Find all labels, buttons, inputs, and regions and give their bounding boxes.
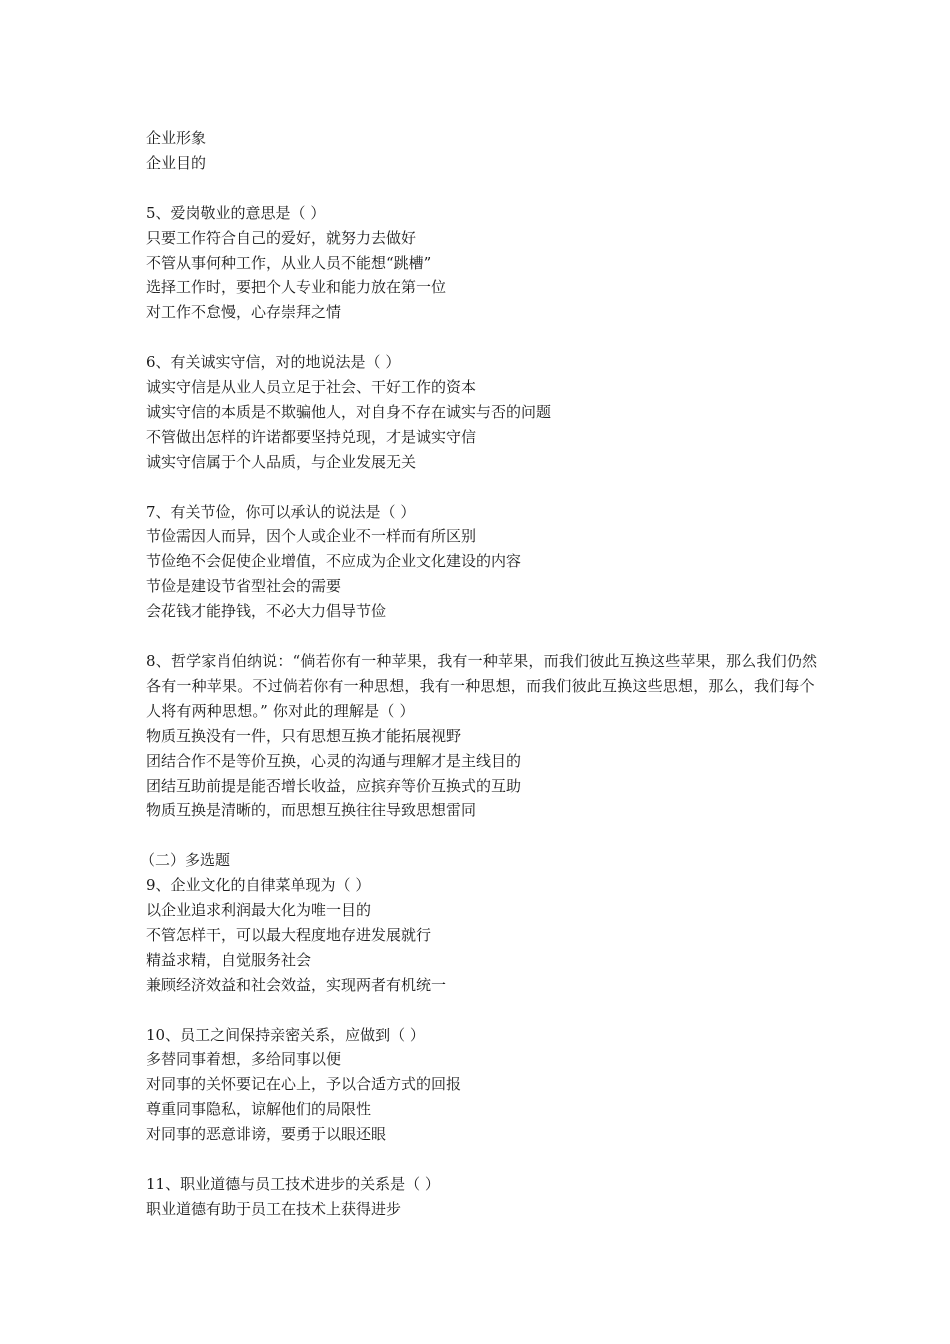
option-line: 尊重同事隐私，谅解他们的局限性 [146, 1100, 372, 1119]
option-line: 多替同事着想，多给同事以便 [146, 1050, 342, 1069]
spacer [146, 325, 826, 350]
spacer [146, 176, 826, 201]
spacer [146, 624, 826, 649]
question-5: 5、爱岗敬业的意思是（ ） [146, 203, 326, 222]
spacer [146, 475, 826, 500]
option-line: 不管做出怎样的许诺都要坚持兑现，才是诚实守信 [146, 427, 477, 446]
option-line: 企业目的 [146, 153, 207, 172]
question-6: 6、有关诚实守信，对的地说法是（ ） [146, 353, 401, 372]
option-line: 只要工作符合自己的爱好，就努力去做好 [146, 228, 417, 247]
option-line: 对同事的关怀要记在心上，予以合适方式的回报 [146, 1075, 462, 1094]
option-line: 不管从事何种工作，从业人员不能想“跳槽” [146, 253, 432, 272]
question-11: 11、职业道德与员工技术进步的关系是（ ） [146, 1174, 440, 1193]
option-line: 物质互换是清晰的，而思想互换往往导致思想雷同 [146, 801, 477, 820]
spacer [146, 998, 826, 1023]
option-line: 兼顾经济效益和社会效益，实现两者有机统一 [146, 975, 447, 994]
option-line: 诚实守信的本质是不欺骗他人，对自身不存在诚实与否的问题 [146, 402, 552, 421]
option-line: 节俭绝不会促使企业增值，不应成为企业文化建设的内容 [146, 552, 522, 571]
option-line: 诚实守信是从业人员立足于社会、干好工作的资本 [146, 378, 477, 397]
question-9: 9、企业文化的自律菜单现为（ ） [146, 876, 371, 895]
section-heading: （二）多选题 [140, 851, 231, 870]
spacer [146, 1147, 826, 1172]
option-line: 对工作不怠慢，心存崇拜之情 [146, 303, 342, 322]
option-line: 会花钱才能挣钱，不必大力倡导节俭 [146, 602, 387, 621]
option-line: 节俭是建设节省型社会的需要 [146, 577, 342, 596]
option-line: 选择工作时，要把个人专业和能力放在第一位 [146, 278, 447, 297]
question-10: 10、员工之间保持亲密关系，应做到（ ） [146, 1025, 425, 1044]
option-line: 职业道德有助于员工在技术上获得进步 [146, 1199, 402, 1218]
option-line: 团结合作不是等价互换，心灵的沟通与理解才是主线目的 [146, 751, 522, 770]
question-7: 7、有关节俭，你可以承认的说法是（ ） [146, 502, 416, 521]
option-line: 物质互换没有一件，只有思想互换才能拓展视野 [146, 726, 462, 745]
option-line: 节俭需因人而异，因个人或企业不一样而有所区别 [146, 527, 477, 546]
option-line: 不管怎样干，可以最大程度地存进发展就行 [146, 925, 432, 944]
spacer [146, 823, 826, 848]
option-line: 以企业追求利润最大化为唯一目的 [146, 901, 372, 920]
document-page [140, 126, 826, 1222]
question-8: 8、哲学家肖伯纳说：“倘若你有一种苹果，我有一种苹果，而我们彼此互换这些苹果，那么我们仍然各有一种苹果。不过倘若你有一种思想，我有一种思想，而我们彼此互换这些思想，那么，我们每个人将有两种思想。” 你对此的理解是（ ） [146, 651, 818, 720]
option-line: 精益求精，自觉服务社会 [146, 950, 312, 969]
option-line: 对同事的恶意诽谤，要勇于以眼还眼 [146, 1125, 387, 1144]
option-line: 团结互助前提是能否增长收益，应摈弃等价互换式的互助 [146, 776, 522, 795]
option-line: 企业形象 [146, 129, 207, 147]
option-line: 诚实守信属于个人品质，与企业发展无关 [146, 452, 417, 471]
